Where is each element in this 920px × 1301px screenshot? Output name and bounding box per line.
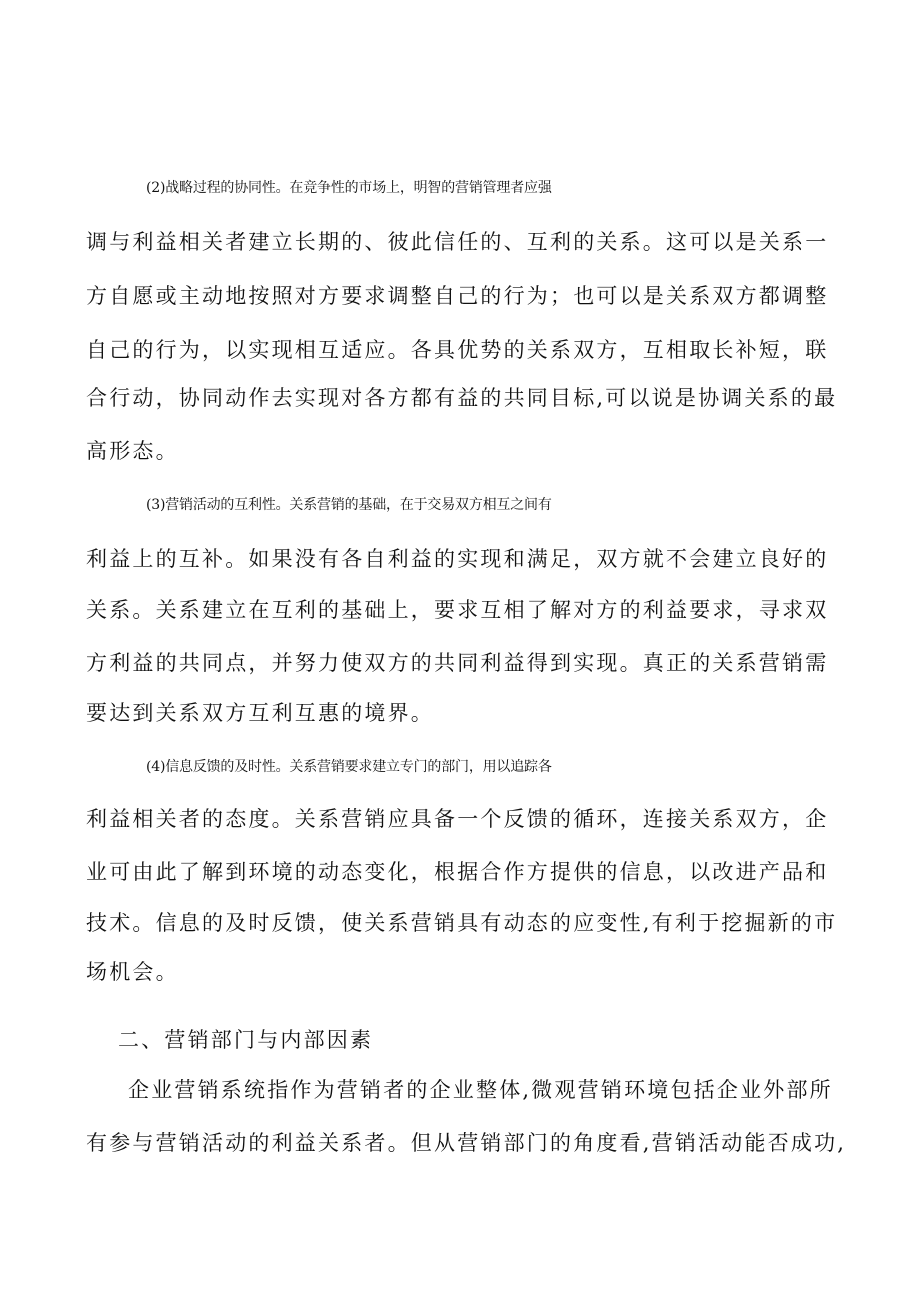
paragraph-line: (2)战略过程的协同性。在竞争性的市场上，明智的营销管理者应强 bbox=[146, 180, 552, 196]
paragraph-line: 场机会。 bbox=[86, 960, 179, 984]
paragraph-line: 方利益的共同点，并努力使双方的共同利益得到实现。真正的关系营销需 bbox=[86, 651, 829, 675]
paragraph-line: 技术。信息的及时反馈，使关系营销具有动态的应变性,有利于挖掘新的市 bbox=[86, 911, 838, 935]
paragraph-line: 合行动，协同动作去实现对各方都有益的共同目标,可以说是协调关系的最 bbox=[86, 386, 838, 410]
paragraph-line: 业可由此了解到环境的动态变化，根据合作方提供的信息，以改进产品和 bbox=[86, 860, 829, 884]
paragraph-line: 要达到关系双方互利互惠的境界。 bbox=[86, 701, 434, 725]
paragraph-line: 利益上的互补。如果没有各自利益的实现和满足，双方就不会建立良好的 bbox=[86, 547, 829, 571]
paragraph-line: 利益相关者的态度。关系营销应具备一个反馈的循环，连接关系双方，企 bbox=[86, 807, 829, 831]
section-heading: 二、营销部门与内部因素 bbox=[118, 1028, 374, 1052]
paragraph-line: 关系。关系建立在互利的基础上，要求互相了解对方的利益要求，寻求双 bbox=[86, 598, 829, 622]
paragraph-line: 企业营销系统指作为营销者的企业整体,微观营销环境包括企业外部所 bbox=[128, 1078, 833, 1102]
paragraph-line: (3)营销活动的互利性。关系营销的基础，在于交易双方相互之间有 bbox=[146, 497, 552, 513]
paragraph-line: 高形态。 bbox=[86, 439, 179, 463]
paragraph-line: 方自愿或主动地按照对方要求调整自己的行为；也可以是关系双方都调整 bbox=[86, 284, 829, 308]
paragraph-line: 自己的行为，以实现相互适应。各具优势的关系双方，互相取长补短，联 bbox=[86, 338, 829, 362]
paragraph-line: 有参与营销活动的利益关系者。但从营销部门的角度看,营销活动能否成功, bbox=[86, 1131, 847, 1155]
paragraph-line: (4)信息反馈的及时性。关系营销要求建立专门的部门，用以追踪各 bbox=[146, 759, 552, 775]
paragraph-line: 调与利益相关者建立长期的、彼此信任的、互利的关系。这可以是关系一 bbox=[86, 230, 829, 254]
